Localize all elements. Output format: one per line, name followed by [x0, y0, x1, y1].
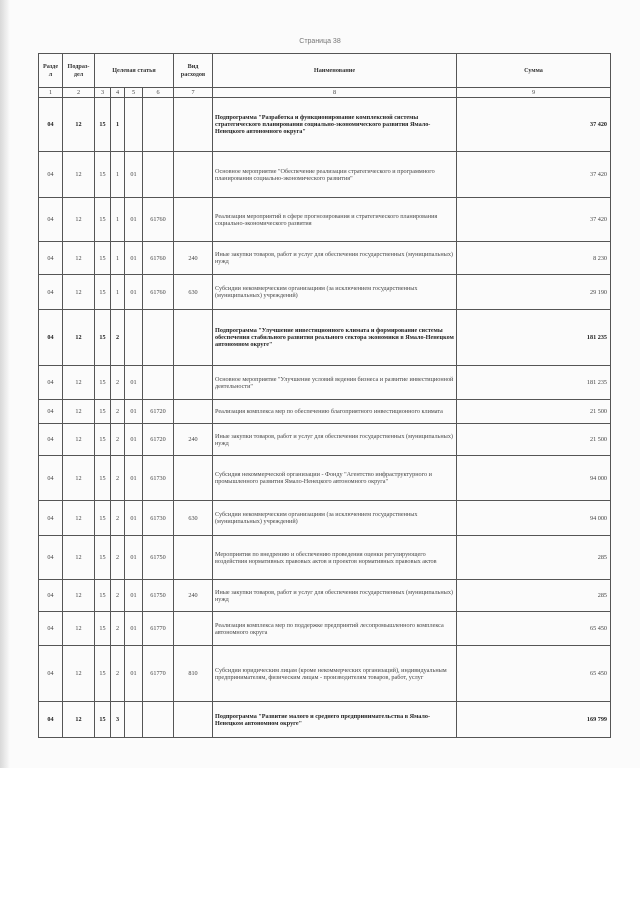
- program-cell: 15: [95, 424, 111, 456]
- header-sum: Сумма: [457, 54, 611, 88]
- name-cell: Субсидия некоммерческой организации - Фонду "Агентство инфраструктурного и промышленного развития Ямало-Ненецкого автономного округа": [213, 456, 457, 501]
- subprogram-cell: 1: [111, 152, 125, 198]
- event-cell: 01: [125, 456, 143, 501]
- table-row: [39, 400, 611, 424]
- header-row: [39, 54, 611, 88]
- table-row: [39, 702, 611, 738]
- direction-cell: 61720: [143, 424, 174, 456]
- podrazdel-cell: 12: [63, 275, 95, 310]
- podrazdel-cell: 12: [63, 612, 95, 646]
- sum-cell: 169 799: [457, 702, 611, 738]
- header-razdel: Разде л: [39, 54, 63, 88]
- podrazdel-cell: 12: [63, 702, 95, 738]
- expense-type-cell: 240: [174, 424, 213, 456]
- sum-cell: 37 420: [457, 98, 611, 152]
- razdel-cell: 04: [39, 198, 63, 242]
- podrazdel-cell: 12: [63, 501, 95, 536]
- direction-cell: [143, 98, 174, 152]
- program-cell: 15: [95, 536, 111, 580]
- event-cell: 01: [125, 536, 143, 580]
- table-row: [39, 501, 611, 536]
- table-row: [39, 198, 611, 242]
- sum-cell: 37 420: [457, 152, 611, 198]
- sum-cell: 37 420: [457, 198, 611, 242]
- direction-cell: [143, 366, 174, 400]
- table-row: [39, 536, 611, 580]
- direction-cell: 61760: [143, 275, 174, 310]
- razdel-cell: 04: [39, 424, 63, 456]
- direction-cell: [143, 702, 174, 738]
- podrazdel-cell: 12: [63, 400, 95, 424]
- expense-type-cell: 630: [174, 275, 213, 310]
- subprogram-cell: 2: [111, 501, 125, 536]
- direction-cell: 61760: [143, 242, 174, 275]
- expense-type-cell: 630: [174, 501, 213, 536]
- razdel-cell: 04: [39, 612, 63, 646]
- column-number: 6: [143, 88, 174, 98]
- sum-cell: 181 235: [457, 310, 611, 366]
- table-row: [39, 456, 611, 501]
- table-row: [39, 242, 611, 275]
- razdel-cell: 04: [39, 400, 63, 424]
- podrazdel-cell: 12: [63, 646, 95, 702]
- direction-cell: 61770: [143, 646, 174, 702]
- subprogram-cell: 2: [111, 612, 125, 646]
- name-cell: Реализация комплекса мер по поддержке предприятий лесопромышленного комплекса автономного округа: [213, 612, 457, 646]
- subprogram-cell: 3: [111, 702, 125, 738]
- event-cell: 01: [125, 152, 143, 198]
- expense-type-cell: [174, 152, 213, 198]
- razdel-cell: 04: [39, 702, 63, 738]
- expense-type-cell: [174, 612, 213, 646]
- event-cell: 01: [125, 646, 143, 702]
- podrazdel-cell: 12: [63, 456, 95, 501]
- expense-type-cell: [174, 366, 213, 400]
- razdel-cell: 04: [39, 580, 63, 612]
- expense-type-cell: [174, 310, 213, 366]
- event-cell: [125, 310, 143, 366]
- subprogram-cell: 2: [111, 456, 125, 501]
- direction-cell: [143, 152, 174, 198]
- razdel-cell: 04: [39, 152, 63, 198]
- expense-type-cell: [174, 456, 213, 501]
- direction-cell: 61760: [143, 198, 174, 242]
- expense-type-cell: [174, 536, 213, 580]
- event-cell: 01: [125, 612, 143, 646]
- header-name: Наименование: [213, 54, 457, 88]
- razdel-cell: 04: [39, 536, 63, 580]
- sum-cell: 94 000: [457, 456, 611, 501]
- direction-cell: [143, 310, 174, 366]
- name-cell: Субсидии некоммерческим организациям (за исключением государственных (муниципальных) учреждений): [213, 275, 457, 310]
- subprogram-cell: 1: [111, 275, 125, 310]
- scan-edge-shadow: [0, 0, 10, 768]
- sum-cell: 29 190: [457, 275, 611, 310]
- column-number: 2: [63, 88, 95, 98]
- subprogram-cell: 2: [111, 580, 125, 612]
- direction-cell: 61750: [143, 580, 174, 612]
- razdel-cell: 04: [39, 98, 63, 152]
- podrazdel-cell: 12: [63, 536, 95, 580]
- expense-type-cell: 240: [174, 580, 213, 612]
- direction-cell: 61730: [143, 501, 174, 536]
- program-cell: 15: [95, 501, 111, 536]
- razdel-cell: 04: [39, 275, 63, 310]
- event-cell: 01: [125, 424, 143, 456]
- subprogram-cell: 2: [111, 366, 125, 400]
- program-cell: 15: [95, 310, 111, 366]
- event-cell: 01: [125, 366, 143, 400]
- razdel-cell: 04: [39, 242, 63, 275]
- podrazdel-cell: 12: [63, 424, 95, 456]
- expense-type-cell: [174, 702, 213, 738]
- table-row: [39, 424, 611, 456]
- name-cell: Субсидии некоммерческим организациям (за исключением государственных (муниципальных) учреждений): [213, 501, 457, 536]
- razdel-cell: 04: [39, 456, 63, 501]
- program-cell: 15: [95, 152, 111, 198]
- program-cell: 15: [95, 242, 111, 275]
- program-cell: 15: [95, 400, 111, 424]
- program-cell: 15: [95, 198, 111, 242]
- podrazdel-cell: 12: [63, 242, 95, 275]
- column-number-row: [39, 88, 611, 98]
- podrazdel-cell: 12: [63, 366, 95, 400]
- event-cell: [125, 98, 143, 152]
- razdel-cell: 04: [39, 646, 63, 702]
- subprogram-cell: 2: [111, 400, 125, 424]
- subprogram-cell: 2: [111, 646, 125, 702]
- table-row: [39, 366, 611, 400]
- program-cell: 15: [95, 366, 111, 400]
- column-number: 9: [457, 88, 611, 98]
- sum-cell: 181 235: [457, 366, 611, 400]
- program-cell: 15: [95, 456, 111, 501]
- column-number: 3: [95, 88, 111, 98]
- column-number: 5: [125, 88, 143, 98]
- name-cell: Иные закупки товаров, работ и услуг для обеспечения государственных (муниципальных) нужд: [213, 242, 457, 275]
- event-cell: 01: [125, 400, 143, 424]
- subprogram-cell: 1: [111, 198, 125, 242]
- podrazdel-cell: 12: [63, 580, 95, 612]
- podrazdel-cell: 12: [63, 98, 95, 152]
- table-row: [39, 646, 611, 702]
- expense-type-cell: [174, 198, 213, 242]
- program-cell: 15: [95, 580, 111, 612]
- budget-table: [38, 53, 611, 738]
- sum-cell: 65 450: [457, 612, 611, 646]
- name-cell: Субсидии юридическим лицам (кроме некоммерческих организаций), индивидуальным предпринимателям, физическим лицам - производителям товаров, работ, услуг: [213, 646, 457, 702]
- table-row: [39, 98, 611, 152]
- subprogram-cell: 1: [111, 242, 125, 275]
- event-cell: 01: [125, 198, 143, 242]
- program-cell: 15: [95, 275, 111, 310]
- name-cell: Основное мероприятие "Улучшение условий ведения бизнеса и развитие инвестиционной деятельности": [213, 366, 457, 400]
- event-cell: 01: [125, 275, 143, 310]
- sum-cell: 8 230: [457, 242, 611, 275]
- name-cell: Мероприятия по внедрению и обеспечению проведения оценки регулирующего воздействия нормативных правовых актов и проектов нормативных правовых актов: [213, 536, 457, 580]
- podrazdel-cell: 12: [63, 198, 95, 242]
- direction-cell: 61770: [143, 612, 174, 646]
- program-cell: 15: [95, 702, 111, 738]
- expense-type-cell: [174, 400, 213, 424]
- subprogram-cell: 2: [111, 536, 125, 580]
- table-row: [39, 580, 611, 612]
- program-cell: 15: [95, 98, 111, 152]
- table-row: [39, 152, 611, 198]
- column-number: 7: [174, 88, 213, 98]
- subprogram-cell: 2: [111, 310, 125, 366]
- table-row: [39, 612, 611, 646]
- event-cell: 01: [125, 580, 143, 612]
- sum-cell: 65 450: [457, 646, 611, 702]
- name-cell: Подпрограмма "Развитие малого и среднего предпринимательства в Ямало-Ненецком автономном округе": [213, 702, 457, 738]
- table-row: [39, 310, 611, 366]
- podrazdel-cell: 12: [63, 152, 95, 198]
- name-cell: Подпрограмма "Разработка и функционирование комплексной системы стратегического планирования социально-экономического развития Ямало-Ненецкого автономного округа": [213, 98, 457, 152]
- expense-type-cell: 810: [174, 646, 213, 702]
- program-cell: 15: [95, 646, 111, 702]
- name-cell: Реализация мероприятий в сфере прогнозирования и стратегического планирования социально-экономического развития: [213, 198, 457, 242]
- page-label: Страница 38: [299, 38, 341, 45]
- podrazdel-cell: 12: [63, 310, 95, 366]
- razdel-cell: 04: [39, 310, 63, 366]
- sum-cell: 94 000: [457, 501, 611, 536]
- column-number: 1: [39, 88, 63, 98]
- event-cell: 01: [125, 501, 143, 536]
- header-vid: Вид расходов: [174, 54, 213, 88]
- expense-type-cell: [174, 98, 213, 152]
- sum-cell: 285: [457, 580, 611, 612]
- name-cell: Подпрограмма "Улучшение инвестиционного климата и формирование системы обеспечения стабильного развития реального сектора экономики в Ямало-Ненецком автономном округе": [213, 310, 457, 366]
- column-number: 4: [111, 88, 125, 98]
- sum-cell: 285: [457, 536, 611, 580]
- direction-cell: 61730: [143, 456, 174, 501]
- name-cell: Иные закупки товаров, работ и услуг для обеспечения государственных (муниципальных) нужд: [213, 424, 457, 456]
- header-podrazdel: Подраз- дел: [63, 54, 95, 88]
- event-cell: [125, 702, 143, 738]
- column-number: 8: [213, 88, 457, 98]
- header-celevaya: Целевая статья: [95, 54, 174, 88]
- table-row: [39, 275, 611, 310]
- name-cell: Основное мероприятие "Обеспечение реализации стратегического и программного планирования социально-экономического развития": [213, 152, 457, 198]
- program-cell: 15: [95, 612, 111, 646]
- sum-cell: 21 500: [457, 424, 611, 456]
- name-cell: Иные закупки товаров, работ и услуг для обеспечения государственных (муниципальных) нужд: [213, 580, 457, 612]
- subprogram-cell: 2: [111, 424, 125, 456]
- sum-cell: 21 500: [457, 400, 611, 424]
- razdel-cell: 04: [39, 366, 63, 400]
- subprogram-cell: 1: [111, 98, 125, 152]
- name-cell: Реализация комплекса мер по обеспечению благоприятного инвестиционного климата: [213, 400, 457, 424]
- expense-type-cell: 240: [174, 242, 213, 275]
- direction-cell: 61750: [143, 536, 174, 580]
- event-cell: 01: [125, 242, 143, 275]
- direction-cell: 61720: [143, 400, 174, 424]
- razdel-cell: 04: [39, 501, 63, 536]
